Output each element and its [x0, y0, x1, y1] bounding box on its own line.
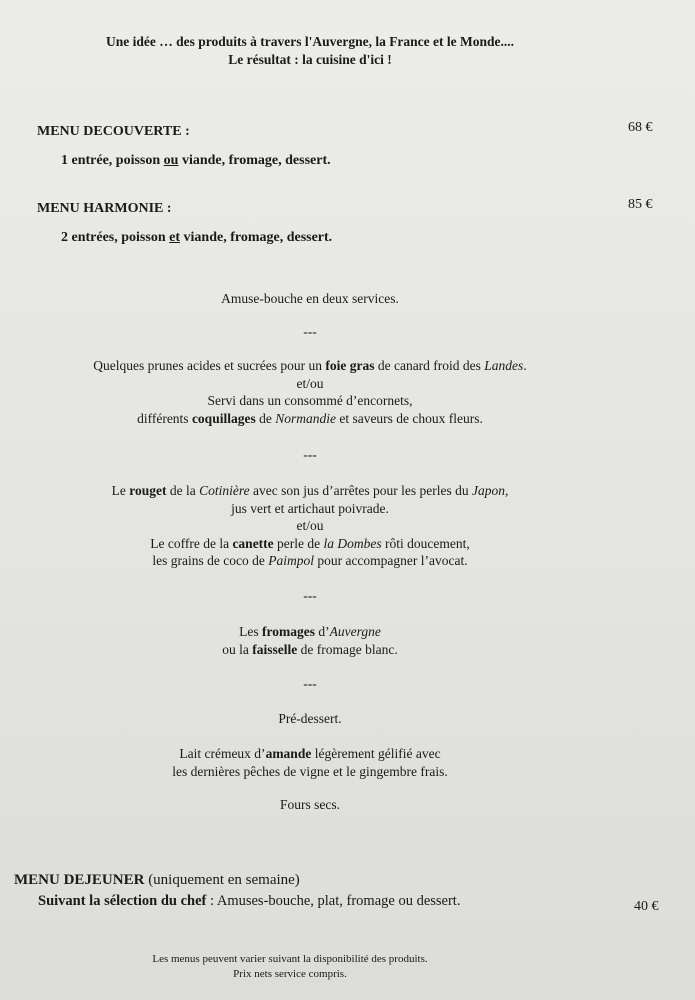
entrees-block	[0, 357, 620, 427]
plat-line-2: jus vert et artichaut poivrade.	[231, 500, 389, 516]
dessert-line-1: Lait crémeux d’amande légèrement gélifié avec	[179, 746, 441, 761]
dessert-line-2: les dernières pêches de vigne et le gingembre frais.	[172, 763, 448, 779]
entree-etou: et/ou	[296, 375, 324, 391]
footer-note	[0, 952, 580, 982]
plat-line-1: Le rouget de la Cotinière avec son jus d’arrêtes pour les perles du Japon,	[111, 483, 509, 498]
plat-etou: et/ou	[296, 518, 324, 533]
separator-2: ---	[303, 447, 317, 462]
footer-line-1: Les menus peuvent varier suivant la disponibilité des produits.	[152, 953, 428, 965]
menu-decouverte-price: 68 €	[628, 120, 653, 135]
pre-dessert: Pré-dessert.	[278, 711, 342, 726]
plat-line-3: Le coffre de la canette perle de la Dombes rôti doucement,	[150, 535, 470, 551]
fromages-block	[0, 623, 620, 658]
separator-1: ---	[303, 324, 317, 339]
plats-block	[0, 482, 620, 570]
entree-line-3: différents coquillages de Normandie et saveurs de choux fleurs.	[137, 410, 483, 426]
fromage-line-1: Les fromages d’Auvergne	[239, 624, 381, 639]
dessert-block	[0, 745, 620, 780]
entree-line-2: Servi dans un consommé d’encornets,	[207, 393, 413, 408]
menu-dejeuner-description: Suivant la sélection du chef : Amuses-bouche, plat, fromage ou dessert.	[38, 893, 461, 909]
fromage-line-2: ou la faisselle de fromage blanc.	[222, 641, 398, 657]
menu-decouverte-title: MENU DECOUVERTE :	[37, 124, 190, 139]
menu-dejeuner-price: 40 €	[634, 899, 659, 914]
footer-line-2: Prix nets service compris.	[233, 968, 347, 980]
tagline	[0, 33, 620, 69]
menu-harmonie-price: 85 €	[628, 197, 653, 212]
menu-harmonie-title: MENU HARMONIE :	[37, 201, 172, 216]
separator-4: ---	[303, 676, 317, 691]
menu-decouverte-description: 1 entrée, poisson ou viande, fromage, dessert.	[61, 153, 331, 168]
plat-line-4: les grains de coco de Paimpol pour accompagner l’avocat.	[152, 553, 468, 568]
fours-secs: Fours secs.	[280, 797, 340, 812]
menu-harmonie-description: 2 entrées, poisson et viande, fromage, dessert.	[61, 230, 333, 245]
menu-dejeuner-title: MENU DEJEUNER (uniquement en semaine)	[14, 872, 300, 888]
tagline-line-1: Une idée … des produits à travers l'Auvergne, la France et le Monde....	[105, 34, 515, 49]
amuse-bouche: Amuse-bouche en deux services.	[221, 291, 399, 306]
tagline-line-2: Le résultat : la cuisine d'ici !	[228, 52, 392, 67]
separator-3: ---	[303, 588, 317, 603]
entree-line-1: Quelques prunes acides et sucrées pour un foie gras de canard froid des Landes.	[93, 358, 527, 373]
